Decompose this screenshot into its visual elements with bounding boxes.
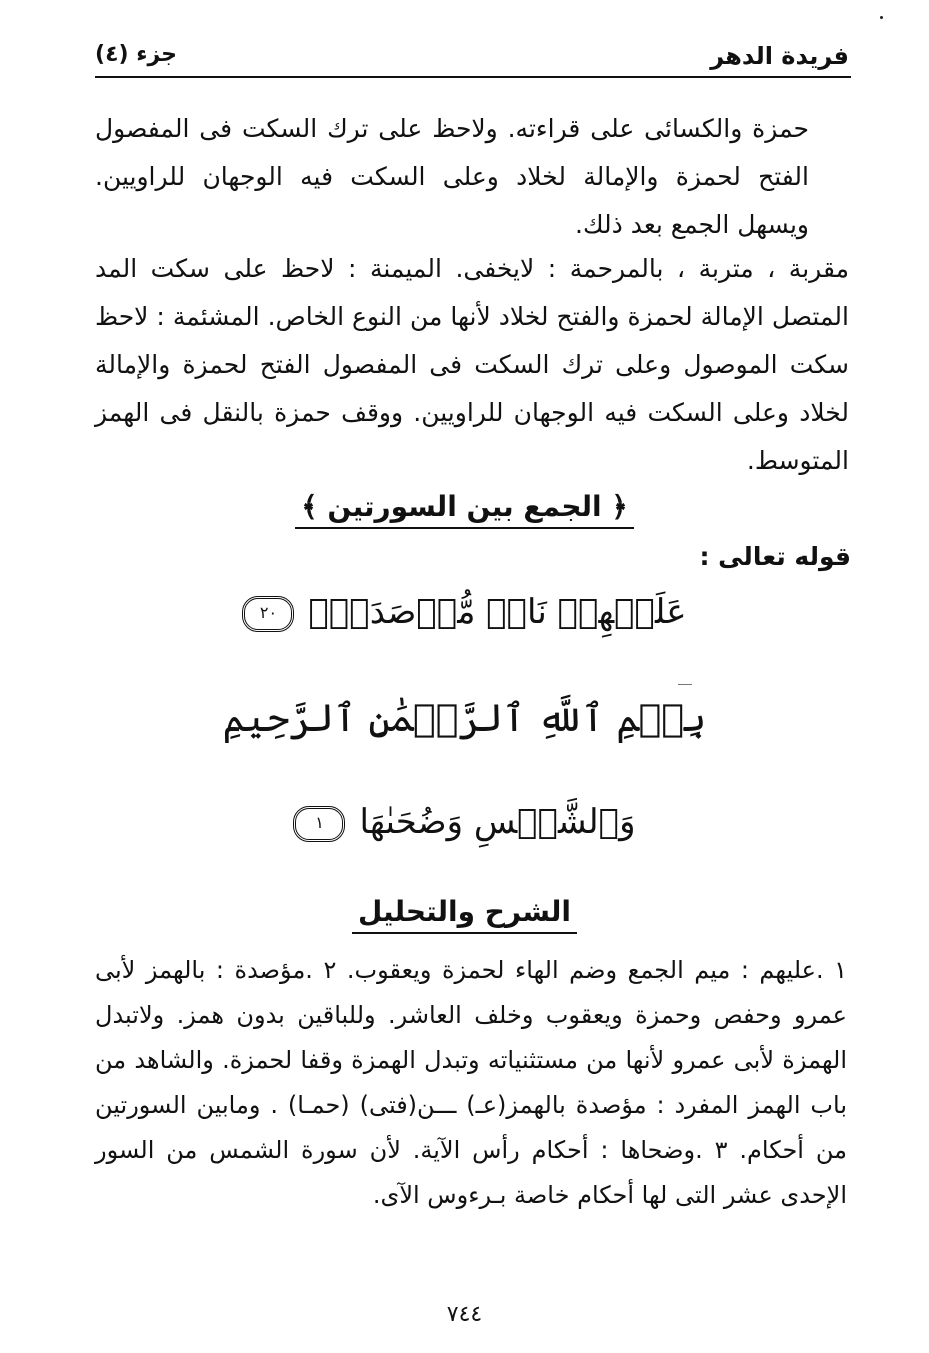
verse-2 (0, 802, 929, 842)
ayah-number-badge: ٢٠ (242, 596, 294, 632)
header-rule (95, 76, 851, 78)
section-title-commentary (0, 895, 929, 928)
section-title-combining-surahs (0, 490, 929, 523)
paragraph-2: مقربة ، متربة ، بالمرحمة : لايخفى. الميمنة : لاحظ على سكت المد المتصل الإمالة لحمزة والفتح لخلاد لأنها من النوع الخاص. المشئمة : لاحظ سكت الموصول وعلى ترك السكت فى المفصول الفتح لحمزة والإمالة لخلاد وعلى السكت فيه الوجهان للراويين. ووقف حمزة بالنقل فى الهمز المتوسط. (95, 254, 849, 475)
running-header (95, 38, 849, 78)
section-title-text: ﴿ الجمع بين السورتين ﴾ (295, 490, 634, 529)
scan-mark (678, 684, 692, 685)
qawluhu-label: قوله تعالى : (699, 542, 851, 571)
basmala (0, 696, 929, 740)
verse-1 (0, 592, 929, 632)
scan-speck (880, 16, 883, 19)
page-number: ٧٤٤ (446, 1302, 483, 1327)
basmala-text: بِسۡمِ ٱللَّهِ ٱلرَّحۡمَٰنِ ٱلرَّحِيمِ (222, 696, 707, 740)
part-label: جزء (٤) (95, 42, 178, 67)
verse-2-text: وَٱلشَّمۡسِ وَضُحَىٰهَا (359, 802, 636, 842)
ayah-number-badge: ١ (293, 806, 345, 842)
book-title: فريدة الدهر (710, 42, 849, 70)
paragraph-1: حمزة والكسائى على قراءته. ولاحظ على ترك السكت فى المفصول الفتح لحمزة والإمالة لخلاد وعلى السكت فيه الوجهان للراويين. ويسهل الجمع بعد ذلك. (95, 114, 809, 239)
section-title-text: الشرح والتحليل (352, 895, 577, 934)
verse-1-text: عَلَيۡهِمۡ نَارٞ مُّؤۡصَدَةُۢ (308, 592, 687, 632)
commentary-text: ١ .عليهم : ميم الجمع وضم الهاء لحمزة ويعقوب. ٢ .مؤصدة : بالهمز لأبى عمرو وحفص وحمزة ويعقوب وخلف العاشر. وللباقين بدون همز. ولاتبدل الهمزة لأبى عمرو لأنها من مستثنياته وتبدل الهمزة وقفا لحمزة. والشاهد من باب الهمز المفرد : مؤصدة بالهمز(عـ) ـــن(فتى) (حمـا) . ومابين السورتين من أحكام. ٣ .وضحاها : أحكام رأس الآية. لأن سورة الشمس من السور الإحدى عشر التى لها أحكام خاصة بـرءوس الآى. (95, 956, 848, 1209)
